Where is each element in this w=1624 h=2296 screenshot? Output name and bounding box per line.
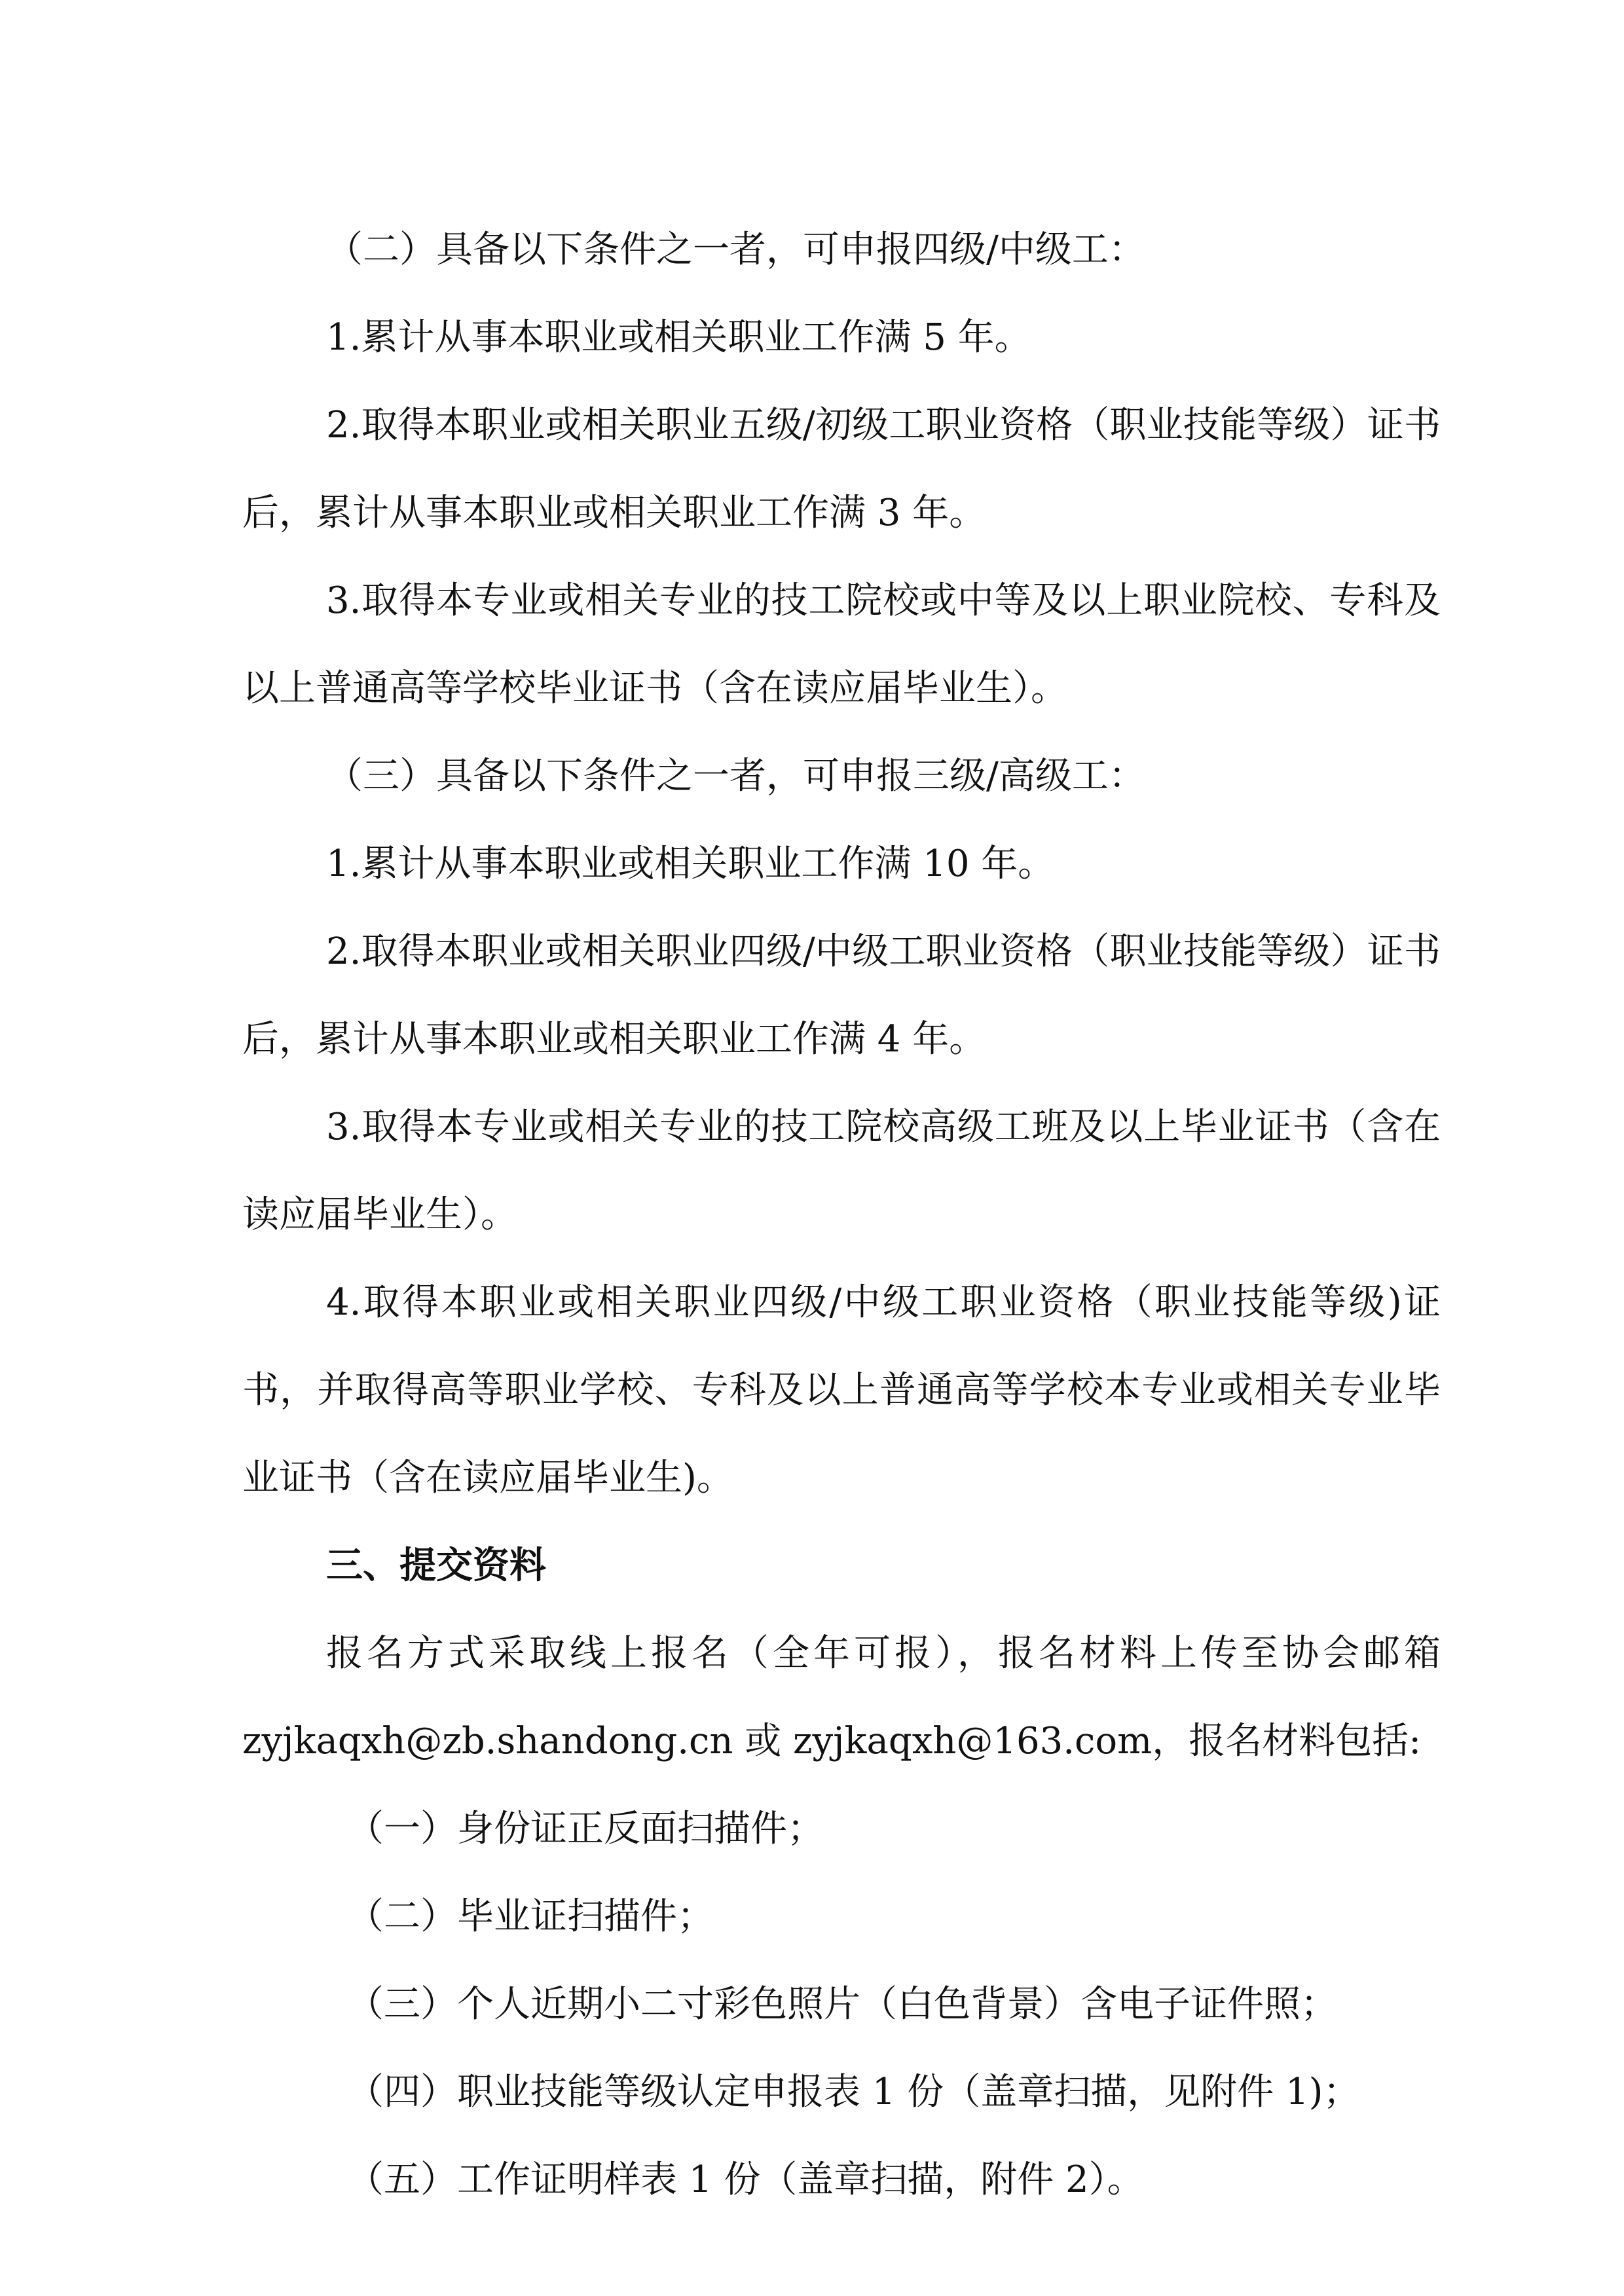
material-item: （三）个人近期小二寸彩色照片（白色背景）含电子证件照； — [347, 1983, 1337, 2026]
material-item: （一）身份证正反面扫描件； — [347, 1808, 824, 1850]
material-item: （五）工作证明样表 1 份（盖章扫描，附件 2）。 — [347, 2159, 1144, 2201]
condition-item: 3.取得本专业或相关专业的技工院校高级工班及以上毕业证书（含在读应届毕业生）。 — [242, 1106, 1441, 1236]
condition-heading-level-3: （三）具备以下条件之一者，可申报三级/高级工： — [326, 755, 1145, 797]
submission-intro: 报名方式采取线上报名（全年可报），报名材料上传至协会邮箱 zyjkaqxh@zb.shandong.cn 或 zyjkaqxh@163.com，报名材料包括: — [242, 1632, 1441, 1762]
document-body — [242, 206, 1441, 2224]
material-item: （四）职业技能等级认定申报表 1 份（盖章扫描，见附件 1)； — [347, 2071, 1360, 2113]
section-heading: 三、提交资料 — [326, 1544, 546, 1587]
condition-item: 2.取得本职业或相关职业五级/初级工职业资格（职业技能等级）证书后，累计从事本职业或相关职业工作满 3 年。 — [242, 404, 1441, 534]
material-item: （二）毕业证扫描件； — [347, 1895, 714, 1938]
condition-item: 4.取得本职业或相关职业四级/中级工职业资格（职业技能等级)证书，并取得高等职业学校、专科及以上普通高等学校本专业或相关专业毕业证书（含在读应届毕业生)。 — [242, 1281, 1441, 1499]
condition-item: 2.取得本职业或相关职业四级/中级工职业资格（职业技能等级）证书后，累计从事本职业或相关职业工作满 4 年。 — [242, 930, 1441, 1061]
condition-item: 3.取得本专业或相关专业的技工院校或中等及以上职业院校、专科及以上普通高等学校毕业证书（含在读应届毕业生）。 — [242, 579, 1441, 710]
condition-item: 1.累计从事本职业或相关职业工作满 5 年。 — [326, 316, 1031, 359]
condition-heading-level-4: （二）具备以下条件之一者，可申报四级/中级工： — [326, 228, 1145, 271]
condition-item: 1.累计从事本职业或相关职业工作满 10 年。 — [326, 843, 1055, 885]
